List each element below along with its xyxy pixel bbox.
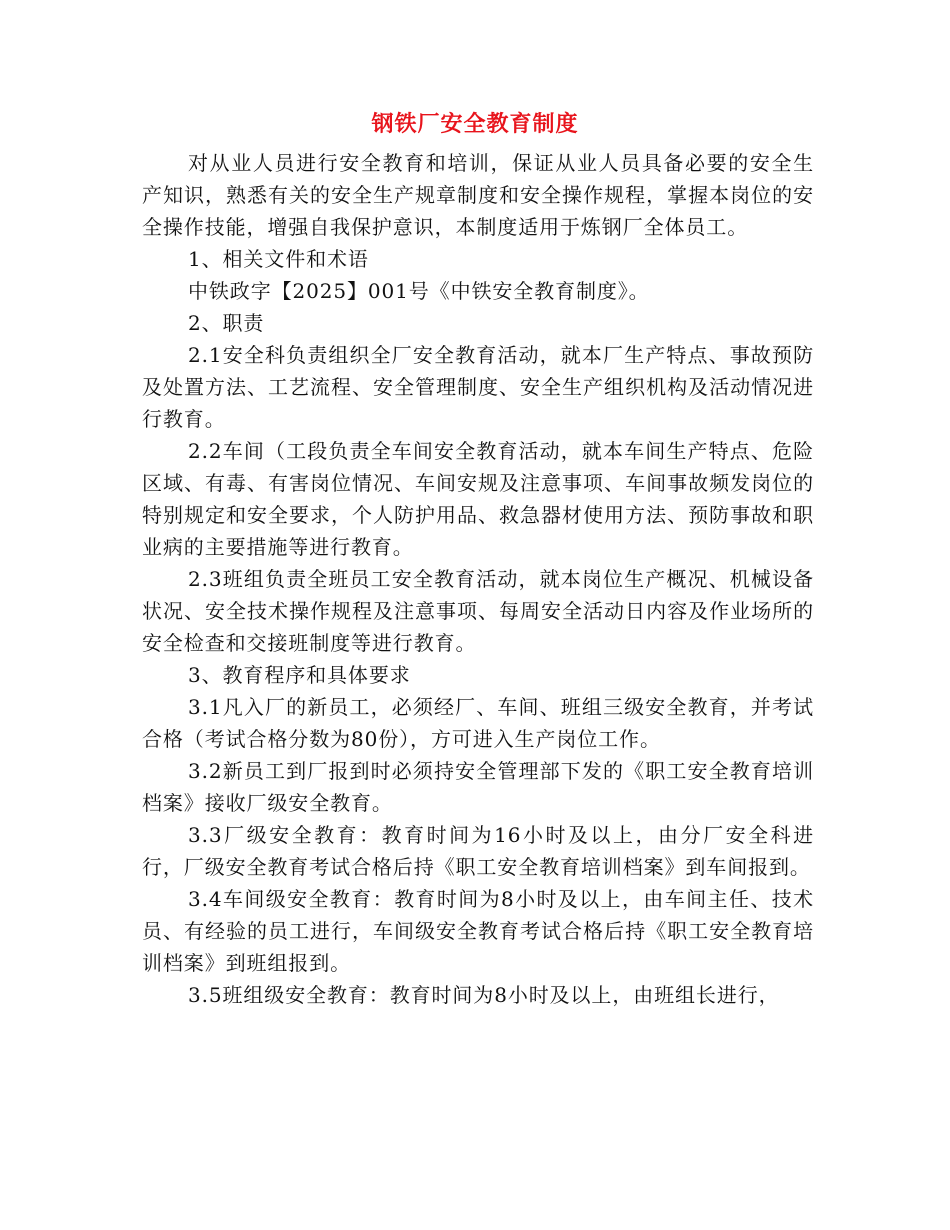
reference-document: 中铁政字【2025】001号《中铁安全教育制度》。 — [188, 279, 650, 303]
clause-3-5: 3.5班组级安全教育：教育时间为8小时及以上，由班组长进行， — [188, 983, 780, 1007]
clause-2-1: 2.1安全科负责组织全厂安全教育活动，就本厂生产特点、事故预防及处置方法、工艺流程、安全管理制度、安全生产组织机构及活动情况进行教育。 — [142, 343, 814, 431]
clause-3-3: 3.3厂级安全教育：教育时间为16小时及以上，由分厂安全科进行，厂级安全教育考试合格后持《职工安全教育培训档案》到车间报到。 — [142, 823, 814, 879]
document-title: 钢铁厂安全教育制度 — [371, 111, 579, 137]
section-heading-1: 1、相关文件和术语 — [188, 247, 369, 271]
document-body — [142, 147, 814, 1011]
clause-2-3: 2.3班组负责全班员工安全教育活动，就本岗位生产概况、机械设备状况、安全技术操作规程及注意事项、每周安全活动日内容及作业场所的安全检查和交接班制度等进行教育。 — [142, 567, 814, 655]
clause-3-2: 3.2新员工到厂报到时必须持安全管理部下发的《职工安全教育培训档案》接收厂级安全教育。 — [142, 759, 814, 815]
clause-3-4: 3.4车间级安全教育：教育时间为8小时及以上，由车间主任、技术员、有经验的员工进行，车间级安全教育考试合格后持《职工安全教育培训档案》到班组报到。 — [142, 887, 814, 975]
intro-paragraph: 对从业人员进行安全教育和培训，保证从业人员具备必要的安全生产知识，熟悉有关的安全生产规章制度和安全操作规程，掌握本岗位的安全操作技能，增强自我保护意识，本制度适用于炼钢厂全体员工。 — [142, 151, 814, 239]
clause-3-1: 3.1凡入厂的新员工，必须经厂、车间、班组三级安全教育，并考试合格（考试合格分数为80份），方可进入生产岗位工作。 — [142, 695, 814, 751]
section-heading-3: 3、教育程序和具体要求 — [188, 663, 411, 687]
section-heading-2: 2、职责 — [188, 311, 265, 335]
clause-2-2: 2.2车间（工段负责全车间安全教育活动，就本车间生产特点、危险区域、有毒、有害岗位情况、车间安规及注意事项、车间事故频发岗位的特别规定和安全要求，个人防护用品、救急器材使用方法、预防事故和职业病的主要措施等进行教育。 — [142, 439, 814, 559]
